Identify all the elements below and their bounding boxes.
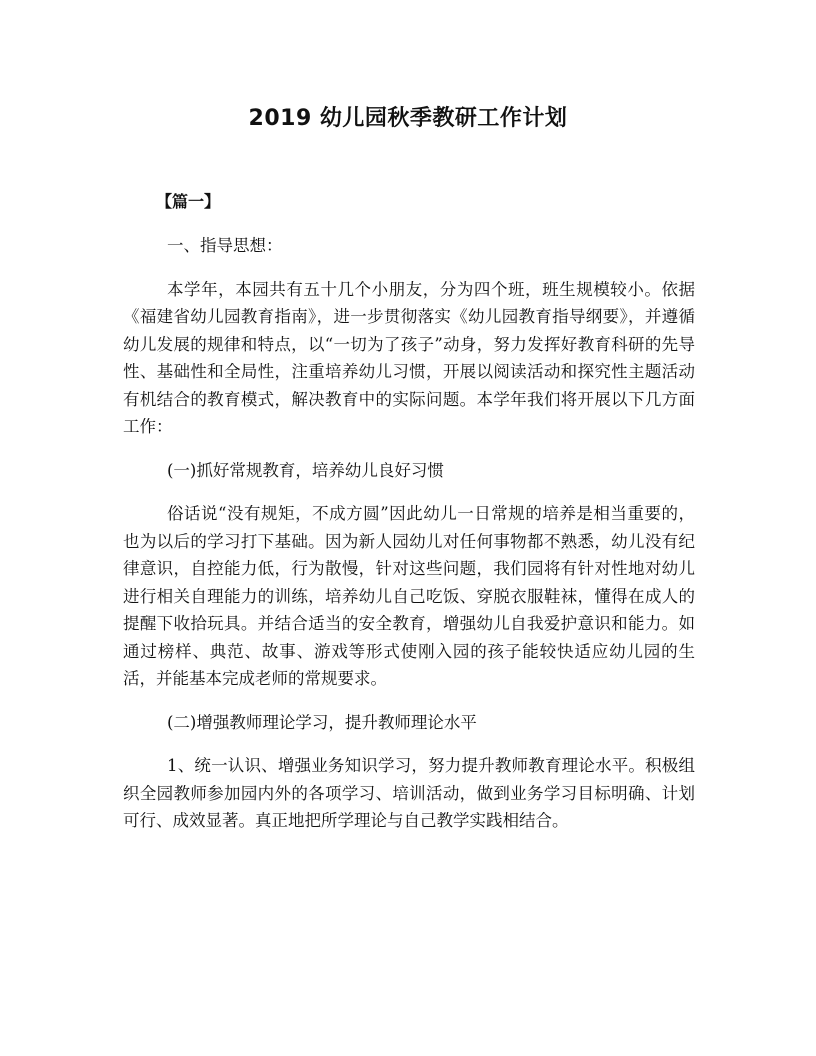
- section-heading-guiding-ideology: 一、指导思想：: [167, 236, 283, 255]
- document-body: [123, 188, 695, 851]
- paragraph-routine-education: 俗话说“没有规矩，不成方圆”因此幼儿一日常规的培养是相当重要的，也为以后的学习打下基础。因为新人园幼儿对任何事物都不熟悉，幼儿没有纪律意识，自控能力低，行为散慢，针对这些问题，我们园将有针对性地对幼儿进行相关自理能力的训练，培养幼儿自己吃饭、穿脱衣服鞋袜，懂得在成人的提醒下收拾玩具。并结合适当的安全教育，增强幼儿自我爱护意识和能力。如通过榜样、典范、故事、游戏等形式使刚入园的孩子能较快适应幼儿园的生活，并能基本完成老师的常规要求。: [123, 504, 695, 688]
- section-heading-teacher-theory: (二)增强教师理论学习，提升教师理论水平: [167, 712, 477, 732]
- section-heading-routine-education: (一)抓好常规教育，培养幼儿良好习惯: [167, 460, 444, 480]
- paragraph-teacher-theory: 1、统一认识、增强业务知识学习，努力提升教师教育理论水平。积极组织全园教师参加园内外的各项学习、培训活动，做到业务学习目标明确、计划可行、成效显著。真正地把所学理论与自己教学实践相结合。: [123, 756, 695, 830]
- document-title: 2019 幼儿园秋季教研工作计划: [248, 106, 568, 131]
- paragraph-overview: 本学年，本园共有五十几个小朋友，分为四个班，班生规模较小。依据《福建省幼儿园教育指南》，进一步贯彻落实《幼儿园教育指导纲要》，并遵循幼儿发展的规律和特点，以“一切为了孩子”动身，努力发挥好教育科研的先导性、基础性和全局性，注重培养幼儿习惯，开展以阅读活动和探究性主题活动有机结合的教育模式，解决教育中的实际问题。本学年我们将开展以下几方面工作：: [123, 279, 695, 436]
- section-label: 【篇一】: [156, 192, 221, 211]
